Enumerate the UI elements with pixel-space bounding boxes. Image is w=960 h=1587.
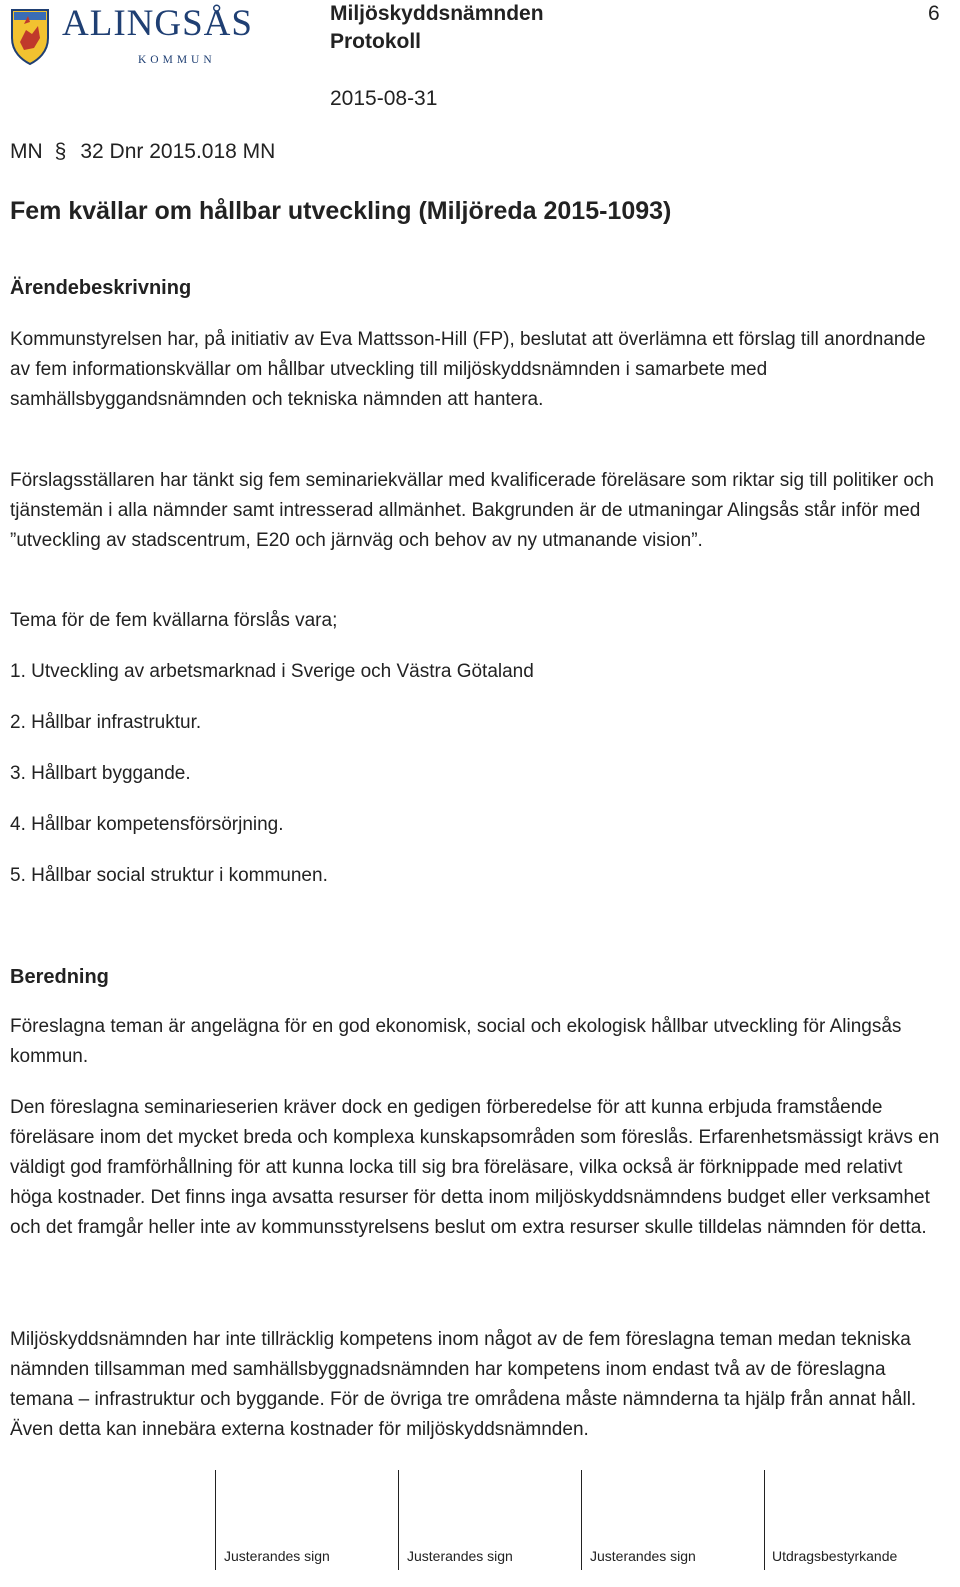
case-reference — [10, 140, 275, 164]
beredning-heading: Beredning — [10, 966, 109, 988]
theme-item-5: 5. Hållbar social struktur i kommunen. — [10, 865, 328, 886]
beredning-paragraph-2: Den föreslagna seminarieserien kräver dock en gedigen förberedelse för att kunna erbjuda framstående föreläsare inom det mycket breda och komplexa kunskapsområden som föreslås. Erfarenhetsmässigt krävs en väldigt god framförhållning för att kunna locka till sig bra föreläsare, vilka också är förknippade med relativt höga kostnader. Det finns inga avsatta resurser för detta inom miljöskyddsnämndens budget eller verksamhet och det framgår heller inte av kommunsstyrelsens beslut om extra resurser skulle tilldelas nämnden för detta. — [10, 1097, 940, 1238]
logo-name: ALINGSÅS — [62, 3, 253, 44]
arende-paragraph-1: Kommunstyrelsen har, på initiativ av Eva Mattsson-Hill (FP), beslutat att överlämna ett förslag till anordnande av fem informationskvällar om hållbar utveckling till miljöskyddsnämnden i samarbete med samhällsbyggandsnämnden och tekniska nämnden att hantera. — [10, 329, 926, 410]
case-prefix: MN — [10, 140, 43, 163]
beredning-paragraph-1: Föreslagna teman är angelägna för en god ekonomisk, social och ekologisk hållbar utveckling för Alingsås kommun. — [10, 1016, 902, 1067]
signature-divider — [764, 1470, 765, 1570]
coat-of-arms-icon — [10, 8, 50, 66]
theme-item-2: 2. Hållbar infrastruktur. — [10, 712, 202, 733]
signature-label-1: Justerandes sign — [224, 1548, 330, 1564]
case-number: 32 Dnr 2015.018 MN — [80, 140, 276, 163]
beredning-paragraph-3: Miljöskyddsnämnden har inte tillräcklig kompetens inom något av de fem föreslagna teman medan tekniska nämnden tillsamman med samhällsbyggnadsnämnden har kompetens inom endast två av de föreslagna temana – infrastruktur och byggande. För de övriga tre områdena måste nämnderna ta hjälp från annat håll. Även detta kan innebära externa kostnader för miljöskyddsnämnden. — [10, 1329, 917, 1440]
signature-label-certification: Utdragsbestyrkande — [772, 1548, 898, 1564]
signature-divider — [215, 1470, 216, 1570]
page-title: Fem kvällar om hållbar utveckling (Miljöreda 2015-1093) — [10, 197, 672, 225]
theme-item-1: 1. Utveckling av arbetsmarknad i Sverige och Västra Götaland — [10, 661, 534, 682]
signature-label-3: Justerandes sign — [590, 1548, 696, 1564]
signature-divider — [581, 1470, 582, 1570]
meeting-date: 2015-08-31 — [330, 87, 438, 110]
theme-item-4: 4. Hållbar kompetensförsörjning. — [10, 814, 284, 835]
logo-subtitle: KOMMUN — [138, 54, 216, 66]
arende-paragraph-2: Förslagsställaren har tänkt sig fem seminariekvällar med kvalificerade föreläsare som riktar sig till politiker och tjänstemän i alla nämnder samt intresserad allmänhet. Bakgrunden är de utmaningar Alingsås står inför med ”utveckling av stadscentrum, E20 och järnväg och behov av ny utmanande vision”. — [10, 470, 934, 551]
committee-name: Miljöskyddsnämnden — [330, 2, 544, 25]
municipality-logo — [10, 4, 300, 66]
theme-intro: Tema för de fem kvällarna förslås vara; — [10, 610, 338, 631]
signature-divider — [398, 1470, 399, 1570]
section-symbol: § — [54, 140, 67, 163]
document-type: Protokoll — [330, 30, 422, 53]
signature-label-2: Justerandes sign — [407, 1548, 513, 1564]
signature-footer — [0, 1470, 960, 1587]
arende-heading: Ärendebeskrivning — [10, 277, 192, 299]
theme-item-3: 3. Hållbart byggande. — [10, 763, 191, 784]
page-number: 6 — [928, 2, 940, 25]
